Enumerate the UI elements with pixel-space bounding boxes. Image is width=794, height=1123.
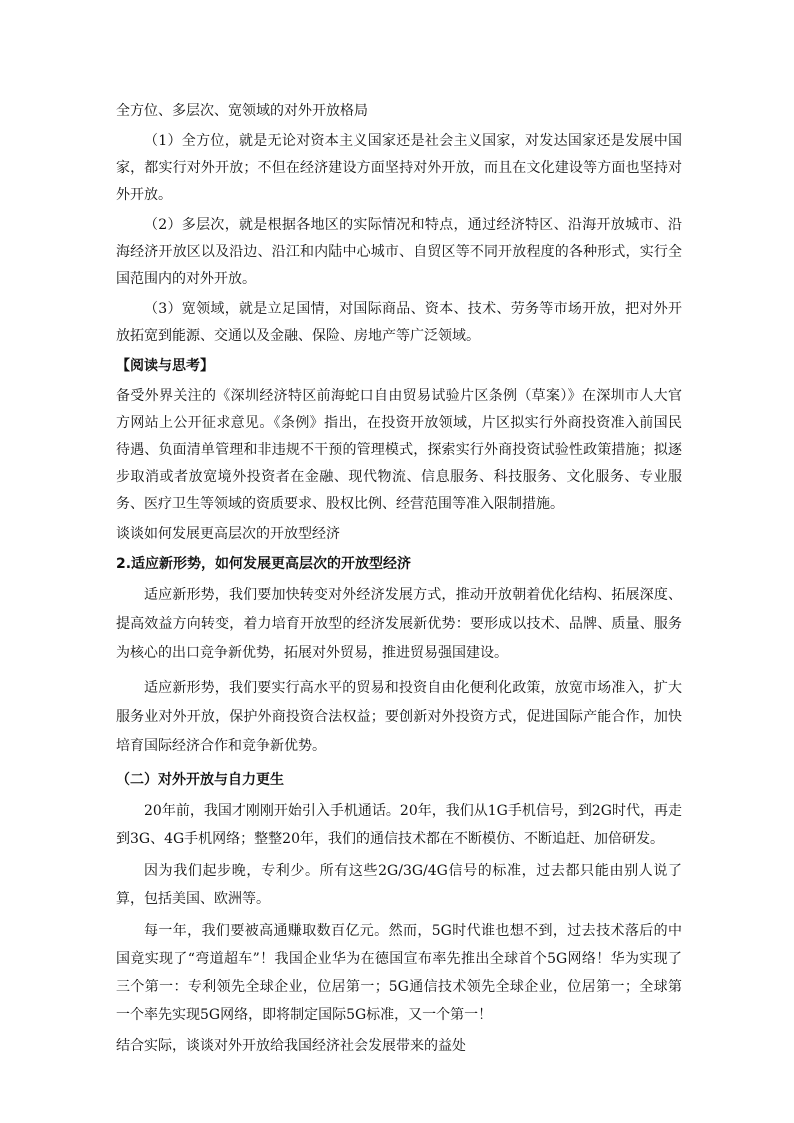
reading-text: 备受外界关注的《深圳经济特区前海蛇口自由贸易试验片区条例（草案）》在深圳市人大官方网站上公开征求意见。《条例》指出，在投资开放领域，片区拟实行外商投资准入前国民待遇、负面清单管理和非违规不干预的管理模式，探索实行外商投资试验性政策措施；拟逐步取消或者放宽境外投资者在金融、现代物流、信息服务、科技服务、文化服务、专业服务、医疗卫生等领域的资质要求、股权比例、经营范围等准入限制措施。 (116, 388, 682, 512)
document-body (116, 98, 682, 1063)
final-question: 结合实际，谈谈对外开放给我国经济社会发展带来的益处 (116, 1038, 466, 1054)
item-2: （2）多层次，就是根据各地区的实际情况和特点，通过经济特区、沿海开放城市、沿海经济开放区以及沿边、沿江和内陆中心城市、自贸区等不同开放程度的各种形式，实行全国范围内的对外开放。 (116, 217, 682, 287)
section3-heading: （二）对外开放与自力更生 (116, 772, 284, 788)
section3-paragraph-1: 20年前，我国才刚刚开始引入手机通话。20年，我们从1G手机信号，到2G时代，再走到3G、4G手机网络；整整20年，我们的通信技术都在不断模仿、不断追赶、加倍研发。 (116, 803, 682, 847)
intro-title: 全方位、多层次、宽领域的对外开放格局 (116, 103, 368, 119)
section3-paragraph-3: 每一年，我们要被高通赚取数百亿元。然而，5G时代谁也想不到，过去技术落后的中国竟实现了“弯道超车”！我国企业华为在德国宣布率先推出全球首个5G网络！华为实现了三个第一：专利领先全球企业，位居第一；5G通信技术领先全球企业，位居第一；全球第一个率先实现5G网络，即将制定国际5G标准，又一个第一！ (116, 923, 682, 1023)
section2-paragraph-1: 适应新形势，我们要加快转变对外经济发展方式，推动开放朝着优化结构、拓展深度、提高效益方向转变，着力培育开放型的经济发展新优势：要形成以技术、品牌、质量、服务为核心的出口竞争新优势，拓展对外贸易，推进贸易强国建设。 (116, 587, 682, 661)
reading-heading: 【阅读与思考】 (116, 358, 214, 374)
reading-question: 谈谈如何发展更高层次的开放型经济 (116, 526, 340, 542)
item-3: （3）宽领域，就是立足国情，对国际商品、资本、技术、劳务等市场开放，把对外开放拓宽到能源、交通以及金融、保险、房地产等广泛领域。 (116, 301, 682, 344)
section2-heading: 2.适应新形势，如何发展更高层次的开放型经济 (116, 556, 412, 572)
item-1: （1）全方位，就是无论对资本主义国家还是社会主义国家，对发达国家还是发展中国家，都实行对外开放；不但在经济建设方面坚持对外开放，而且在文化建设等方面也坚持对外开放。 (116, 133, 682, 203)
section3-paragraph-2: 因为我们起步晚，专利少。所有这些2G/3G/4G信号的标准，过去都只能由别人说了算，包括美国、欧洲等。 (116, 863, 682, 907)
section2-paragraph-2: 适应新形势，我们要实行高水平的贸易和投资自由化便利化政策，放宽市场准入，扩大服务业对外开放，保护外商投资合法权益；要创新对外投资方式，促进国际产能合作，加快培育国际经济合作和竞争新优势。 (116, 680, 682, 754)
